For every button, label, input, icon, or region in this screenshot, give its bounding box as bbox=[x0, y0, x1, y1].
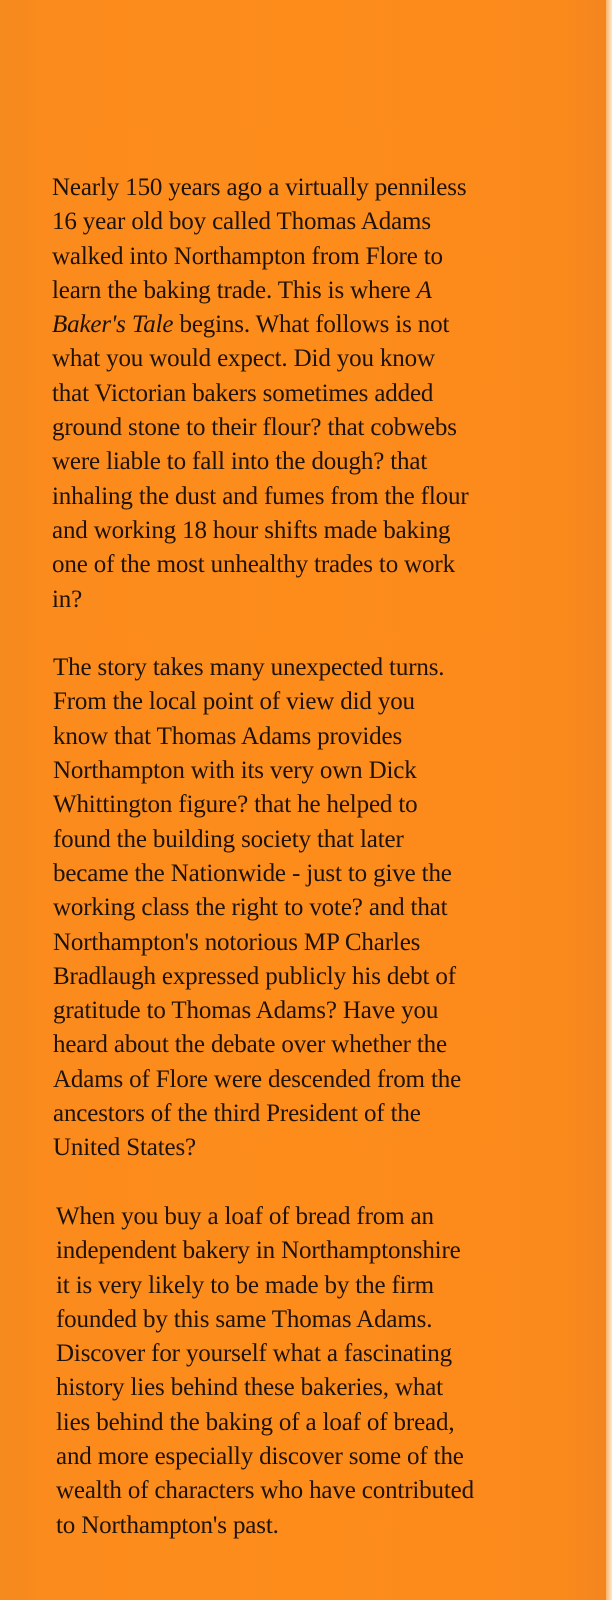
paragraph-3 bbox=[56, 1200, 582, 1543]
text-line: wealth of characters who have contributed bbox=[56, 1477, 474, 1505]
text-line: Bradlaugh expressed publicly his debt of bbox=[53, 962, 456, 990]
text-line: and more especially discover some of the bbox=[56, 1442, 464, 1470]
text-line: ground stone to their flour? that cobwebs bbox=[52, 414, 457, 442]
text-line: in? bbox=[52, 585, 83, 613]
text-line: lies behind the baking of a loaf of bread, bbox=[56, 1408, 455, 1436]
text-line: heard about the debate over whether the bbox=[53, 1031, 447, 1059]
text-line: founded by this same Thomas Adams. bbox=[56, 1305, 433, 1333]
text-line: When you buy a loaf of bread from an bbox=[56, 1202, 434, 1230]
text-line: United States? bbox=[53, 1134, 197, 1162]
text-line: became the Nationwide - just to give the bbox=[53, 859, 452, 887]
text-line: From the local point of view did you bbox=[53, 688, 415, 716]
text-line: that Victorian bakers sometimes added bbox=[52, 379, 434, 407]
text-line: history lies behind these bakeries, what bbox=[56, 1374, 443, 1402]
text-line: Northampton with its very own Dick bbox=[53, 757, 417, 785]
text-fragment: begins. What follows is not bbox=[173, 311, 450, 339]
text-line: found the building society that later bbox=[53, 825, 404, 853]
paragraph-1 bbox=[52, 171, 582, 617]
text-line: were liable to fall into the dough? that bbox=[52, 448, 428, 476]
text-line: Discover for yourself what a fascinating bbox=[56, 1340, 452, 1368]
text-line: Northampton's notorious MP Charles bbox=[53, 928, 421, 956]
text-line: it is very likely to be made by the firm bbox=[56, 1271, 434, 1299]
text-line-with-title bbox=[52, 308, 582, 342]
text-line: inhaling the dust and fumes from the flour bbox=[52, 482, 469, 510]
text-line: Nearly 150 years ago a virtually penniless bbox=[52, 174, 467, 201]
text-line: and working 18 hour shifts made baking bbox=[52, 516, 451, 544]
text-line: working class the right to vote? and that bbox=[53, 894, 448, 922]
paragraph-2 bbox=[53, 651, 582, 1165]
text-line: walked into Northampton from Flore to bbox=[52, 242, 443, 270]
text-line-with-title bbox=[52, 274, 582, 308]
text-line: know that Thomas Adams provides bbox=[53, 722, 403, 750]
book-title-part: A bbox=[416, 276, 432, 304]
text-line: to Northampton's past. bbox=[56, 1511, 279, 1539]
text-line: gratitude to Thomas Adams? Have you bbox=[53, 997, 439, 1025]
text-line: ancestors of the third President of the bbox=[53, 1100, 421, 1128]
text-line: 16 year old boy called Thomas Adams bbox=[52, 208, 431, 236]
text-line: independent bakery in Northamptonshire bbox=[56, 1237, 461, 1265]
text-line: The story takes many unexpected turns. bbox=[53, 654, 445, 682]
text-line: Whittington figure? that he helped to bbox=[53, 791, 418, 819]
blurb-text bbox=[52, 171, 582, 1577]
text-line: Adams of Flore were descended from the bbox=[53, 1065, 462, 1093]
text-line: what you would expect. Did you know bbox=[52, 345, 435, 373]
book-title-part: Baker's Tale bbox=[52, 311, 174, 339]
text-fragment: learn the baking trade. This is where bbox=[52, 276, 417, 304]
text-line: one of the most unhealthy trades to work bbox=[52, 551, 455, 579]
page-edge bbox=[606, 0, 612, 1600]
